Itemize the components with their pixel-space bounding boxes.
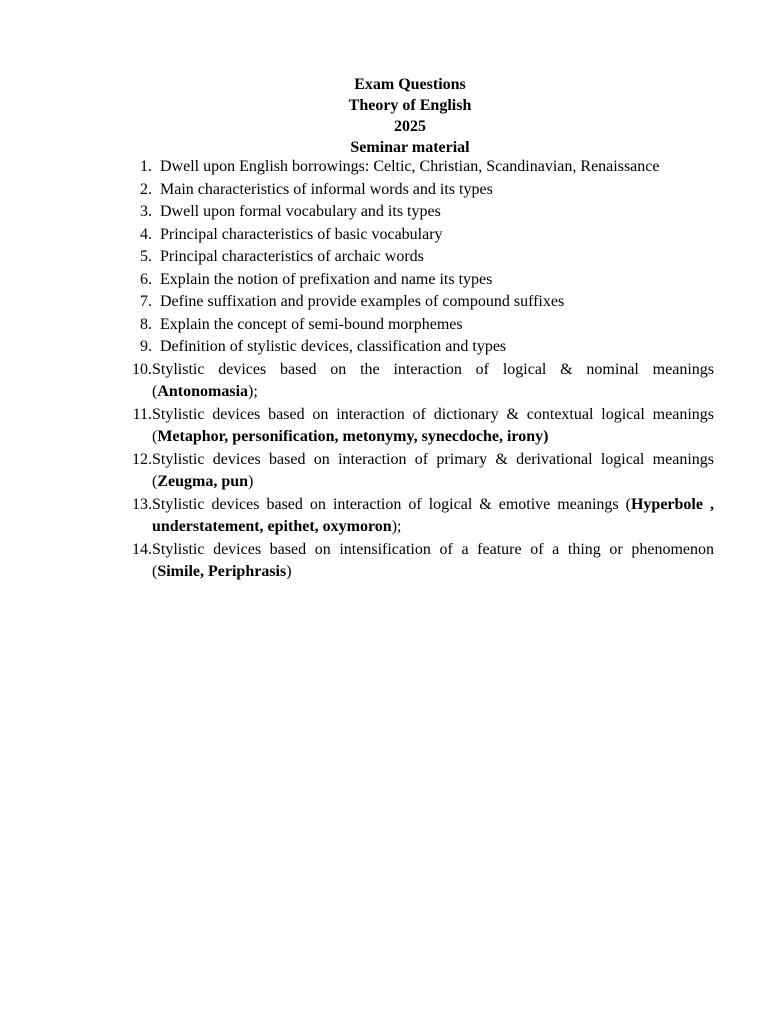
question-text: Main characteristics of informal words and its types <box>160 180 493 198</box>
question-number: 3. <box>140 203 152 220</box>
question-item <box>128 291 714 314</box>
header-section: Seminar material <box>350 139 470 156</box>
question-text: Define suffixation and provide examples of compound suffixes <box>160 293 565 310</box>
question-number: 9. <box>140 338 152 355</box>
question-item <box>128 156 714 179</box>
question-number: 14. <box>132 540 152 558</box>
question-number: 13. <box>132 495 152 513</box>
question-number: 1. <box>140 158 152 175</box>
question-text: Explain the concept of semi-bound morphemes <box>160 315 463 333</box>
question-bold-term: Hyperbole , understatement, epithet, oxymoron <box>152 495 714 535</box>
question-text: Dwell upon formal vocabulary and its types <box>160 203 441 220</box>
question-item <box>128 336 714 359</box>
question-text: Stylistic devices based on the interaction of logical & nominal meanings (Antonomasia); <box>152 360 714 400</box>
question-item <box>128 494 714 539</box>
question-text: Stylistic devices based on interaction of primary & derivational logical meanings (Zeugma, pun) <box>152 450 714 490</box>
question-number: 8. <box>140 315 152 333</box>
question-number: 10. <box>132 360 152 378</box>
question-text: Definition of stylistic devices, classification and types <box>160 338 507 355</box>
question-item <box>128 179 714 202</box>
question-item <box>128 314 714 337</box>
question-bold-term: Metaphor, personification, metonymy, synecdoche, irony) <box>157 428 549 445</box>
question-text: Stylistic devices based on interaction of dictionary & contextual logical meanings (Metaphor, personification, metonymy, synecdoche, irony) <box>152 405 714 445</box>
question-text: Stylistic devices based on interaction of logical & emotive meanings (Hyperbole , understatement, epithet, oxymoron); <box>152 495 714 535</box>
question-list <box>128 156 714 584</box>
question-item <box>128 269 714 292</box>
question-item <box>128 449 714 494</box>
question-number: 7. <box>140 293 152 310</box>
question-text: Principal characteristics of basic vocabulary <box>160 225 443 243</box>
question-number: 2. <box>140 180 152 198</box>
question-item <box>128 246 714 269</box>
document-header <box>0 74 768 158</box>
question-number: 4. <box>140 225 152 243</box>
question-item <box>128 539 714 584</box>
question-number: 11. <box>132 405 152 423</box>
header-year: 2025 <box>394 118 426 135</box>
question-text: Dwell upon English borrowings: Celtic, Christian, Scandinavian, Renaissance <box>160 158 660 175</box>
header-subject: Theory of English <box>348 97 472 114</box>
question-item <box>128 224 714 247</box>
question-item <box>128 404 714 449</box>
question-item <box>128 201 714 224</box>
question-text: Explain the notion of prefixation and name its types <box>160 270 493 288</box>
question-bold-term: Simile, Periphrasis <box>157 563 287 580</box>
question-bold-term: Zeugma, pun <box>157 473 249 490</box>
question-text: Stylistic devices based on intensification of a feature of a thing or phenomenon (Simile, Periphrasis) <box>152 540 714 580</box>
question-number: 5. <box>140 248 152 265</box>
question-item <box>128 359 714 404</box>
header-title: Exam Questions <box>354 76 466 93</box>
question-number: 6. <box>140 270 152 288</box>
question-bold-term: Antonomasia <box>157 383 249 400</box>
question-text: Principal characteristics of archaic words <box>160 248 424 265</box>
question-number: 12. <box>132 450 152 468</box>
